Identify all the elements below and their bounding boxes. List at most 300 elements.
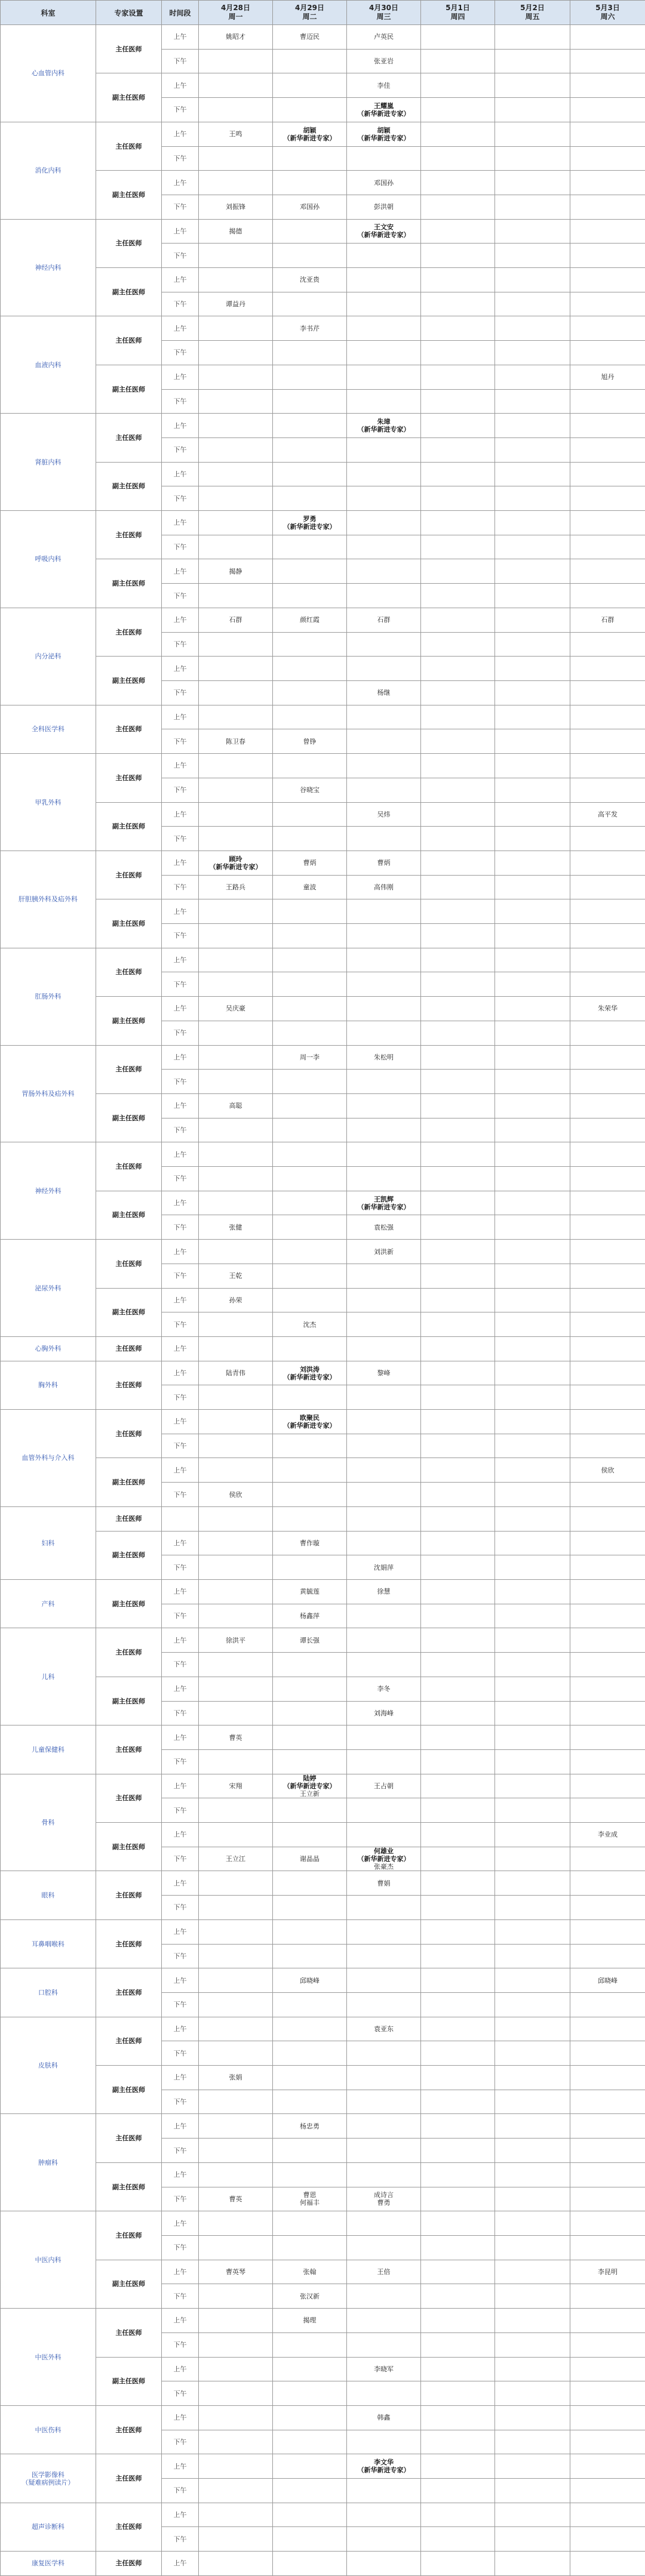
schedule-cell xyxy=(199,680,273,705)
schedule-cell xyxy=(495,1215,570,1240)
department-name[interactable]: 消化内科 xyxy=(1,122,96,219)
schedule-cell xyxy=(421,2332,495,2357)
schedule-cell xyxy=(199,1919,273,1944)
doctor-name[interactable]: 陆婷 xyxy=(273,1774,346,1782)
schedule-cell xyxy=(570,1992,645,2017)
doctor-name[interactable]: 李昆明 xyxy=(570,2268,645,2276)
doctor-name[interactable]: 李佳 xyxy=(347,82,420,90)
doctor-name[interactable]: 王占朝 xyxy=(347,1782,420,1790)
schedule-cell xyxy=(570,1628,645,1653)
schedule-cell xyxy=(273,195,347,219)
expert-title: 主任医师 xyxy=(96,2017,162,2065)
doctor-name[interactable]: 周一李 xyxy=(273,1053,346,1061)
expert-title: 副主任医师 xyxy=(96,2260,162,2308)
schedule-cell xyxy=(273,1021,347,1045)
schedule-cell xyxy=(273,1385,347,1410)
doctor-name[interactable]: 欧聚民 xyxy=(273,1414,346,1422)
doctor-name[interactable]: （新华新进专家） xyxy=(199,863,272,871)
schedule-cell xyxy=(199,1823,273,1847)
doctor-name[interactable]: 杨继 xyxy=(347,689,420,697)
schedule-cell xyxy=(570,1725,645,1750)
department-name[interactable]: 甲乳外科 xyxy=(1,754,96,851)
doctor-name[interactable]: 石群 xyxy=(347,616,420,624)
schedule-cell xyxy=(273,414,347,438)
doctor-name[interactable]: 曹恩 xyxy=(273,2191,346,2199)
doctor-name[interactable]: 张翰 xyxy=(273,2268,346,2276)
schedule-cell xyxy=(273,1215,347,1240)
time-slot: 上午 xyxy=(162,1968,199,1993)
schedule-row xyxy=(1,2552,645,2576)
header-day: 4月29日 周二 xyxy=(273,1,347,25)
schedule-row xyxy=(1,1336,645,1361)
department-name[interactable]: 血管外科与介入科 xyxy=(1,1410,96,1507)
department-name[interactable]: 神经外科 xyxy=(1,1142,96,1240)
expert-title: 主任医师 xyxy=(96,1871,162,1919)
doctor-name[interactable]: 吴庆豪 xyxy=(199,1004,272,1012)
schedule-row xyxy=(1,2260,645,2284)
schedule-cell xyxy=(347,244,421,268)
schedule-cell xyxy=(495,171,570,195)
schedule-cell xyxy=(273,705,347,729)
schedule-cell xyxy=(570,389,645,414)
schedule-cell xyxy=(570,2139,645,2163)
schedule-cell xyxy=(347,1215,421,1240)
schedule-cell xyxy=(273,2090,347,2114)
schedule-cell xyxy=(570,1701,645,1725)
department-name[interactable]: 肛肠外科 xyxy=(1,948,96,1045)
schedule-cell xyxy=(570,341,645,365)
schedule-cell xyxy=(570,1580,645,1604)
doctor-name[interactable]: 石群 xyxy=(570,616,645,624)
expert-title: 副主任医师 xyxy=(96,2357,162,2405)
doctor-name[interactable]: 朱璋 xyxy=(347,418,420,426)
schedule-cell xyxy=(199,1312,273,1337)
schedule-cell xyxy=(495,268,570,292)
doctor-name[interactable]: 杨鑫萍 xyxy=(273,1612,346,1620)
doctor-name[interactable]: 谭益丹 xyxy=(199,300,272,308)
doctor-name[interactable]: 高聪 xyxy=(199,1102,272,1110)
schedule-cell xyxy=(347,1410,421,1434)
schedule-cell xyxy=(273,1458,347,1483)
schedule-cell xyxy=(273,2041,347,2066)
schedule-cell xyxy=(421,1215,495,1240)
doctor-name[interactable]: 张豪杰 xyxy=(347,1863,420,1871)
schedule-cell xyxy=(273,341,347,365)
schedule-cell xyxy=(347,584,421,608)
schedule-row xyxy=(1,511,645,535)
doctor-name[interactable]: 李业成 xyxy=(570,1831,645,1838)
schedule-cell xyxy=(421,632,495,657)
doctor-name[interactable]: 成诗言 xyxy=(347,2191,420,2199)
doctor-name[interactable]: 王鸣 xyxy=(199,130,272,138)
doctor-name[interactable]: （新华新进专家） xyxy=(347,231,420,239)
schedule-cell xyxy=(421,98,495,122)
doctor-name[interactable]: 顾玲 xyxy=(199,855,272,863)
schedule-cell xyxy=(421,705,495,729)
schedule-cell xyxy=(273,486,347,511)
schedule-cell xyxy=(273,1264,347,1288)
doctor-name[interactable]: 胡颖 xyxy=(347,127,420,134)
schedule-cell xyxy=(570,98,645,122)
schedule-cell xyxy=(570,511,645,535)
schedule-cell xyxy=(570,1555,645,1580)
schedule-cell xyxy=(570,1483,645,1507)
schedule-cell xyxy=(347,851,421,875)
time-slot: 下午 xyxy=(162,1555,199,1580)
schedule-cell xyxy=(347,1288,421,1312)
doctor-name[interactable]: 黄毓莲 xyxy=(273,1588,346,1595)
doctor-name[interactable]: 侯欣 xyxy=(570,1466,645,1474)
department-name[interactable]: 心胸外科 xyxy=(1,1336,96,1361)
schedule-cell xyxy=(570,584,645,608)
schedule-cell xyxy=(495,511,570,535)
schedule-cell xyxy=(421,1506,495,1531)
doctor-name[interactable]: （新华新进专家） xyxy=(273,1373,346,1381)
doctor-name[interactable]: 杨忠勇 xyxy=(273,2122,346,2130)
schedule-cell xyxy=(273,632,347,657)
doctor-name[interactable]: 曹娟 xyxy=(347,1879,420,1887)
time-slot: 上午 xyxy=(162,1142,199,1167)
schedule-cell xyxy=(347,1555,421,1580)
doctor-name[interactable]: 黎峰 xyxy=(347,1369,420,1377)
doctor-name[interactable]: 邓国孙 xyxy=(347,179,420,187)
time-slot: 上午 xyxy=(162,25,199,50)
doctor-name[interactable]: 张汉新 xyxy=(273,2292,346,2300)
department-name[interactable]: 胸外科 xyxy=(1,1361,96,1409)
schedule-cell xyxy=(199,1264,273,1288)
doctor-name[interactable]: 王文安 xyxy=(347,223,420,231)
time-slot: 下午 xyxy=(162,98,199,122)
schedule-cell xyxy=(570,2552,645,2576)
doctor-name[interactable]: 曹勇 xyxy=(347,2199,420,2207)
doctor-name[interactable]: （新华新进专家） xyxy=(347,2466,420,2474)
doctor-name[interactable]: 刘洪涛 xyxy=(273,1366,346,1373)
doctor-name[interactable]: 曹炳 xyxy=(273,859,346,867)
department-name[interactable]: 内分泌科 xyxy=(1,608,96,705)
department-name[interactable]: 皮肤科 xyxy=(1,2017,96,2114)
expert-title: 副主任医师 xyxy=(96,1093,162,1142)
doctor-name[interactable]: 李文华 xyxy=(347,2458,420,2466)
doctor-name[interactable]: 邱晓峰 xyxy=(273,1977,346,1985)
expert-title: 副主任医师 xyxy=(96,1677,162,1725)
doctor-name[interactable]: 王乾 xyxy=(199,1272,272,1280)
doctor-name[interactable]: （新华新进专家） xyxy=(273,523,346,531)
department-name[interactable]: 医学影像科 （疑难病例读片） xyxy=(1,2454,96,2503)
schedule-cell xyxy=(495,1045,570,1070)
doctor-name[interactable]: 张健 xyxy=(199,1224,272,1231)
department-name[interactable]: 口腔科 xyxy=(1,1968,96,2017)
schedule-row xyxy=(1,365,645,389)
doctor-name[interactable]: 王耀嵐 xyxy=(347,102,420,110)
expert-title: 主任医师 xyxy=(96,1045,162,1093)
schedule-cell xyxy=(495,1555,570,1580)
doctor-name[interactable]: 王立新 xyxy=(273,1790,346,1798)
schedule-cell xyxy=(273,146,347,171)
schedule-cell xyxy=(199,25,273,50)
department-name[interactable]: 中医内科 xyxy=(1,2211,96,2309)
doctor-name[interactable]: 曹英琴 xyxy=(199,2268,272,2276)
doctor-name[interactable]: 徐慧 xyxy=(347,1588,420,1595)
header-day: 4月30日 周三 xyxy=(347,1,421,25)
schedule-cell xyxy=(199,1531,273,1555)
doctor-name[interactable]: 王凯辉 xyxy=(347,1195,420,1203)
doctor-name[interactable]: 陈卫春 xyxy=(199,738,272,745)
doctor-name[interactable]: 童波 xyxy=(273,883,346,891)
doctor-name[interactable]: 曹作璇 xyxy=(273,1539,346,1547)
doctor-name[interactable]: 李晓军 xyxy=(347,2365,420,2373)
schedule-cell xyxy=(495,1531,570,1555)
department-name[interactable]: 中医伤科 xyxy=(1,2405,96,2454)
doctor-name[interactable]: 高平发 xyxy=(570,811,645,818)
doctor-name[interactable]: 袁松强 xyxy=(347,1224,420,1231)
schedule-cell xyxy=(495,2381,570,2406)
doctor-name[interactable]: 刘洪新 xyxy=(347,1248,420,1256)
time-slot: 上午 xyxy=(162,1871,199,1896)
doctor-name[interactable]: 卢英民 xyxy=(347,33,420,41)
doctor-name[interactable]: 石群 xyxy=(199,616,272,624)
department-name[interactable]: 康复医学科 xyxy=(1,2552,96,2576)
schedule-cell xyxy=(495,899,570,924)
doctor-name[interactable]: 罗勇 xyxy=(273,515,346,523)
schedule-cell xyxy=(199,1336,273,1361)
department-name[interactable]: 胃肠外科及疝外科 xyxy=(1,1045,96,1142)
schedule-cell xyxy=(421,49,495,73)
schedule-cell xyxy=(347,1312,421,1337)
time-slot: 上午 xyxy=(162,414,199,438)
doctor-name[interactable]: 揭理 xyxy=(273,2316,346,2324)
schedule-cell xyxy=(495,1312,570,1337)
schedule-cell xyxy=(570,2454,645,2479)
schedule-cell xyxy=(199,2479,273,2503)
doctor-name[interactable]: 刘海峰 xyxy=(347,1709,420,1717)
schedule-cell xyxy=(347,2017,421,2041)
schedule-cell xyxy=(199,98,273,122)
schedule-cell xyxy=(273,1580,347,1604)
schedule-cell xyxy=(347,1191,421,1215)
doctor-name[interactable]: 宋翔 xyxy=(199,1782,272,1790)
doctor-name[interactable]: 邓国孙 xyxy=(273,203,346,211)
schedule-cell xyxy=(570,73,645,98)
department-name[interactable]: 眼科 xyxy=(1,1871,96,1919)
expert-title: 副主任医师 xyxy=(96,802,162,851)
doctor-name[interactable]: 刘振锋 xyxy=(199,203,272,211)
doctor-name[interactable]: 张亚岩 xyxy=(347,57,420,65)
time-slot: 上午 xyxy=(162,1458,199,1483)
schedule-cell xyxy=(421,1458,495,1483)
department-name[interactable]: 妇科 xyxy=(1,1506,96,1579)
schedule-cell xyxy=(421,1385,495,1410)
time-slot: 下午 xyxy=(162,2381,199,2406)
schedule-cell xyxy=(347,414,421,438)
time-slot: 上午 xyxy=(162,1531,199,1555)
schedule-cell xyxy=(199,1167,273,1191)
schedule-cell xyxy=(421,2357,495,2381)
department-name[interactable]: 儿科 xyxy=(1,1628,96,1725)
schedule-cell xyxy=(199,2381,273,2406)
schedule-cell xyxy=(421,1944,495,1968)
department-name[interactable]: 超声诊断科 xyxy=(1,2503,96,2551)
schedule-cell xyxy=(495,875,570,899)
doctor-name[interactable]: 胡颖 xyxy=(273,127,346,134)
doctor-name[interactable]: （新华新进专家） xyxy=(347,426,420,433)
time-slot: 上午 xyxy=(162,171,199,195)
doctor-name[interactable]: 谷晓宝 xyxy=(273,786,346,794)
schedule-row xyxy=(1,948,645,972)
doctor-name[interactable]: （新华新进专家） xyxy=(273,134,346,142)
doctor-name[interactable]: 曹英 xyxy=(199,1734,272,1742)
doctor-name[interactable]: 曾铮 xyxy=(273,738,346,745)
doctor-name[interactable]: 姚昭才 xyxy=(199,33,272,41)
department-name[interactable]: 全科医学科 xyxy=(1,705,96,753)
schedule-cell xyxy=(199,2405,273,2430)
doctor-name[interactable]: （新华新进专家） xyxy=(347,134,420,142)
doctor-name[interactable]: 沈亚贵 xyxy=(273,276,346,284)
schedule-cell xyxy=(347,2260,421,2284)
doctor-name[interactable]: 李冬 xyxy=(347,1685,420,1693)
doctor-name[interactable]: 谢晶晶 xyxy=(273,1855,346,1863)
doctor-name[interactable]: 孙荣 xyxy=(199,1296,272,1304)
schedule-cell xyxy=(273,1531,347,1555)
schedule-cell xyxy=(199,754,273,778)
doctor-name[interactable]: 沈杰 xyxy=(273,1321,346,1329)
department-name[interactable]: 儿童保健科 xyxy=(1,1725,96,1774)
schedule-cell xyxy=(495,146,570,171)
department-name[interactable]: 耳鼻咽喉科 xyxy=(1,1919,96,1968)
doctor-name[interactable]: 邱晓峰 xyxy=(570,1977,645,1985)
doctor-name[interactable]: 旭丹 xyxy=(570,373,645,381)
doctor-name[interactable]: 王倍 xyxy=(347,2268,420,2276)
schedule-cell xyxy=(421,1070,495,1094)
expert-title: 主任医师 xyxy=(96,25,162,73)
doctor-name[interactable]: 张娟 xyxy=(199,2073,272,2081)
schedule-cell xyxy=(495,1896,570,1920)
schedule-cell xyxy=(273,2211,347,2236)
time-slot: 下午 xyxy=(162,1385,199,1410)
department-name[interactable]: 心血管内科 xyxy=(1,25,96,122)
department-name[interactable]: 骨科 xyxy=(1,1774,96,1871)
expert-title: 主任医师 xyxy=(96,1919,162,1968)
time-slot: 下午 xyxy=(162,1118,199,1142)
doctor-name[interactable]: 何雄业 xyxy=(347,1847,420,1855)
department-name[interactable]: 神经内科 xyxy=(1,219,96,316)
schedule-row xyxy=(1,2454,645,2479)
schedule-cell xyxy=(347,2284,421,2309)
department-name[interactable]: 泌尿外科 xyxy=(1,1240,96,1337)
schedule-cell xyxy=(273,316,347,341)
schedule-cell xyxy=(199,948,273,972)
doctor-name[interactable]: 曹英 xyxy=(199,2195,272,2203)
doctor-name[interactable]: 王立江 xyxy=(199,1855,272,1863)
schedule-cell xyxy=(347,1118,421,1142)
time-slot: 上午 xyxy=(162,365,199,389)
schedule-cell xyxy=(495,1093,570,1118)
schedule-cell xyxy=(199,2162,273,2187)
doctor-name[interactable]: 徐洪平 xyxy=(199,1637,272,1644)
department-name[interactable]: 血液内科 xyxy=(1,316,96,414)
time-slot: 下午 xyxy=(162,827,199,851)
doctor-name[interactable]: （新华新进专家） xyxy=(347,1855,420,1863)
schedule-cell xyxy=(273,851,347,875)
doctor-name[interactable]: 李书芹 xyxy=(273,325,346,332)
schedule-cell xyxy=(495,25,570,50)
schedule-cell xyxy=(273,2139,347,2163)
schedule-cell xyxy=(273,1944,347,1968)
doctor-name[interactable]: 颜红霞 xyxy=(273,616,346,624)
schedule-cell xyxy=(570,2017,645,2041)
doctor-name[interactable]: （新华新进专家） xyxy=(273,1782,346,1790)
schedule-cell xyxy=(570,1774,645,1798)
schedule-cell xyxy=(347,437,421,462)
schedule-cell xyxy=(421,1847,495,1871)
doctor-name[interactable]: 揭静 xyxy=(199,568,272,575)
expert-title: 主任医师 xyxy=(96,1336,162,1361)
schedule-row xyxy=(1,2211,645,2236)
department-name[interactable]: 中医外科 xyxy=(1,2309,96,2406)
schedule-cell xyxy=(495,2066,570,2090)
schedule-cell xyxy=(495,292,570,316)
doctor-name[interactable]: 袁亚东 xyxy=(347,2025,420,2033)
doctor-name[interactable]: 揭德 xyxy=(199,227,272,235)
schedule-cell xyxy=(495,1070,570,1094)
schedule-cell xyxy=(347,511,421,535)
schedule-cell xyxy=(570,2041,645,2066)
schedule-cell xyxy=(273,511,347,535)
schedule-cell xyxy=(347,729,421,754)
schedule-cell xyxy=(199,1604,273,1628)
department-name[interactable]: 呼吸内科 xyxy=(1,511,96,608)
department-name[interactable]: 肝胆胰外科及疝外科 xyxy=(1,851,96,948)
schedule-cell xyxy=(347,2552,421,2576)
schedule-cell xyxy=(570,1142,645,1167)
doctor-name[interactable]: 朱松明 xyxy=(347,1053,420,1061)
schedule-cell xyxy=(347,1896,421,1920)
schedule-cell xyxy=(199,802,273,827)
department-name[interactable]: 肿瘤科 xyxy=(1,2114,96,2211)
doctor-name[interactable]: 曹迈民 xyxy=(273,33,346,41)
department-name[interactable]: 肾脏内科 xyxy=(1,414,96,511)
doctor-name[interactable]: 王路兵 xyxy=(199,883,272,891)
schedule-cell xyxy=(199,2017,273,2041)
schedule-cell xyxy=(273,802,347,827)
doctor-name[interactable]: （新华新进专家） xyxy=(273,1422,346,1429)
schedule-cell xyxy=(273,1555,347,1580)
doctor-name[interactable]: 韩鑫 xyxy=(347,2414,420,2421)
doctor-name[interactable]: 彭洪朝 xyxy=(347,203,420,211)
schedule-cell xyxy=(199,1070,273,1094)
schedule-cell xyxy=(347,1531,421,1555)
doctor-name[interactable]: 吴炜 xyxy=(347,811,420,818)
doctor-name[interactable]: 朱荣华 xyxy=(570,1004,645,1012)
schedule-cell xyxy=(495,316,570,341)
schedule-cell xyxy=(421,729,495,754)
doctor-name[interactable]: 沈娟萍 xyxy=(347,1564,420,1572)
expert-title: 主任医师 xyxy=(96,754,162,802)
schedule-cell xyxy=(273,1823,347,1847)
schedule-cell xyxy=(421,341,495,365)
schedule-cell xyxy=(421,1992,495,2017)
doctor-name[interactable]: 陆青伟 xyxy=(199,1369,272,1377)
doctor-name[interactable]: 曹炳 xyxy=(347,859,420,867)
doctor-name[interactable]: 侯欣 xyxy=(199,1491,272,1499)
doctor-name[interactable]: （新华新进专家） xyxy=(347,1203,420,1211)
expert-title: 主任医师 xyxy=(96,1240,162,1288)
doctor-name[interactable]: 高伟刚 xyxy=(347,883,420,891)
department-name[interactable]: 产科 xyxy=(1,1580,96,1628)
doctor-name[interactable]: 何福丰 xyxy=(273,2199,346,2207)
doctor-name[interactable]: 谭长强 xyxy=(273,1637,346,1644)
doctor-name[interactable]: （新华新进专家） xyxy=(347,110,420,118)
expert-title: 副主任医师 xyxy=(96,559,162,608)
